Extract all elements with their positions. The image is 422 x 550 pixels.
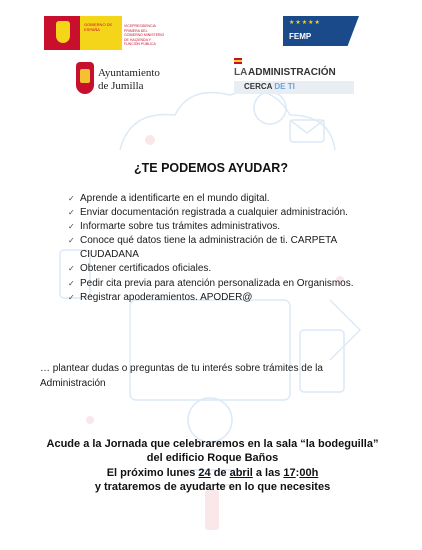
event-minutes: 00h <box>299 466 319 479</box>
stars-icon: ★★★★★ <box>289 20 321 26</box>
checkmark-icon: ✓ <box>68 194 75 203</box>
event-month: abril <box>229 466 253 479</box>
checkmark-icon: ✓ <box>68 264 75 274</box>
event-date-line: El próximo lunes 24 de abril a las 17:00h <box>106 466 319 479</box>
femp-logo-text: FEMP <box>289 32 312 41</box>
services-list <box>68 192 368 305</box>
gov-logo-text: GOBIERNO DE ESPAÑA <box>84 22 113 32</box>
admin-logo-tagline: CERCA DE TI <box>244 82 295 91</box>
jumilla-logo-subtitle: de Jumilla <box>98 80 144 92</box>
gobierno-espana-logo <box>44 16 164 50</box>
page-title: ¿TE PODEMOS AYUDAR? <box>134 161 288 175</box>
ayuntamiento-jumilla-logo <box>76 62 176 98</box>
admin-logo-main: ADMINISTRACIÓN <box>248 67 336 78</box>
checkmark-icon: ✓ <box>68 222 75 232</box>
checkmark-icon: ✓ <box>68 278 75 288</box>
list-item: ✓ Pedir cita previa para atención personalizada en Organismos. <box>68 277 368 291</box>
list-item: ✓ Registrar apoderamientos. APODER@ <box>68 291 368 305</box>
checkmark-icon: ✓ <box>68 292 75 302</box>
list-item: ✓ Informarte sobre tus trámites administrativos. <box>68 220 368 234</box>
femp-logo <box>283 16 359 46</box>
event-day: 24 <box>198 466 211 479</box>
list-item: ✓ Aprende a identificarte en el mundo digital. <box>68 192 368 206</box>
list-item: ✓ Obtener certificados oficiales. <box>68 262 368 276</box>
event-announcement <box>40 437 385 495</box>
event-venue: Acude a la Jornada que celebraremos en la sala “la bodeguilla” del edificio Roque Baños <box>46 438 379 465</box>
event-hour: 17 <box>283 466 296 479</box>
admin-logo-la: LA <box>234 67 248 78</box>
checkmark-icon: ✓ <box>68 208 75 218</box>
event-closing: y trataremos de ayudarte en lo que necesites <box>94 481 331 494</box>
jumilla-logo-title: Ayuntamiento <box>98 67 160 79</box>
coat-of-arms-icon <box>56 21 70 43</box>
spain-flag-icon <box>234 58 242 64</box>
list-item: ✓ Enviar documentación registrada a cualquier administración. <box>68 206 368 220</box>
ministry-logo-text: VICEPRESIDENCIA PRIMERA DEL GOBIERNO MINISTERIO DE HACIENDA Y FUNCIÓN PÚBLICA <box>124 24 165 46</box>
checkmark-icon: ✓ <box>68 236 75 246</box>
administracion-cerca-logo <box>232 58 362 98</box>
list-item: ✓ Conoce qué datos tiene la administración de ti. CARPETA CIUDADANA <box>68 235 337 261</box>
questions-text: … plantear dudas o preguntas de tu interés sobre trámites de la Administración <box>40 363 323 389</box>
crest-icon <box>76 62 94 94</box>
